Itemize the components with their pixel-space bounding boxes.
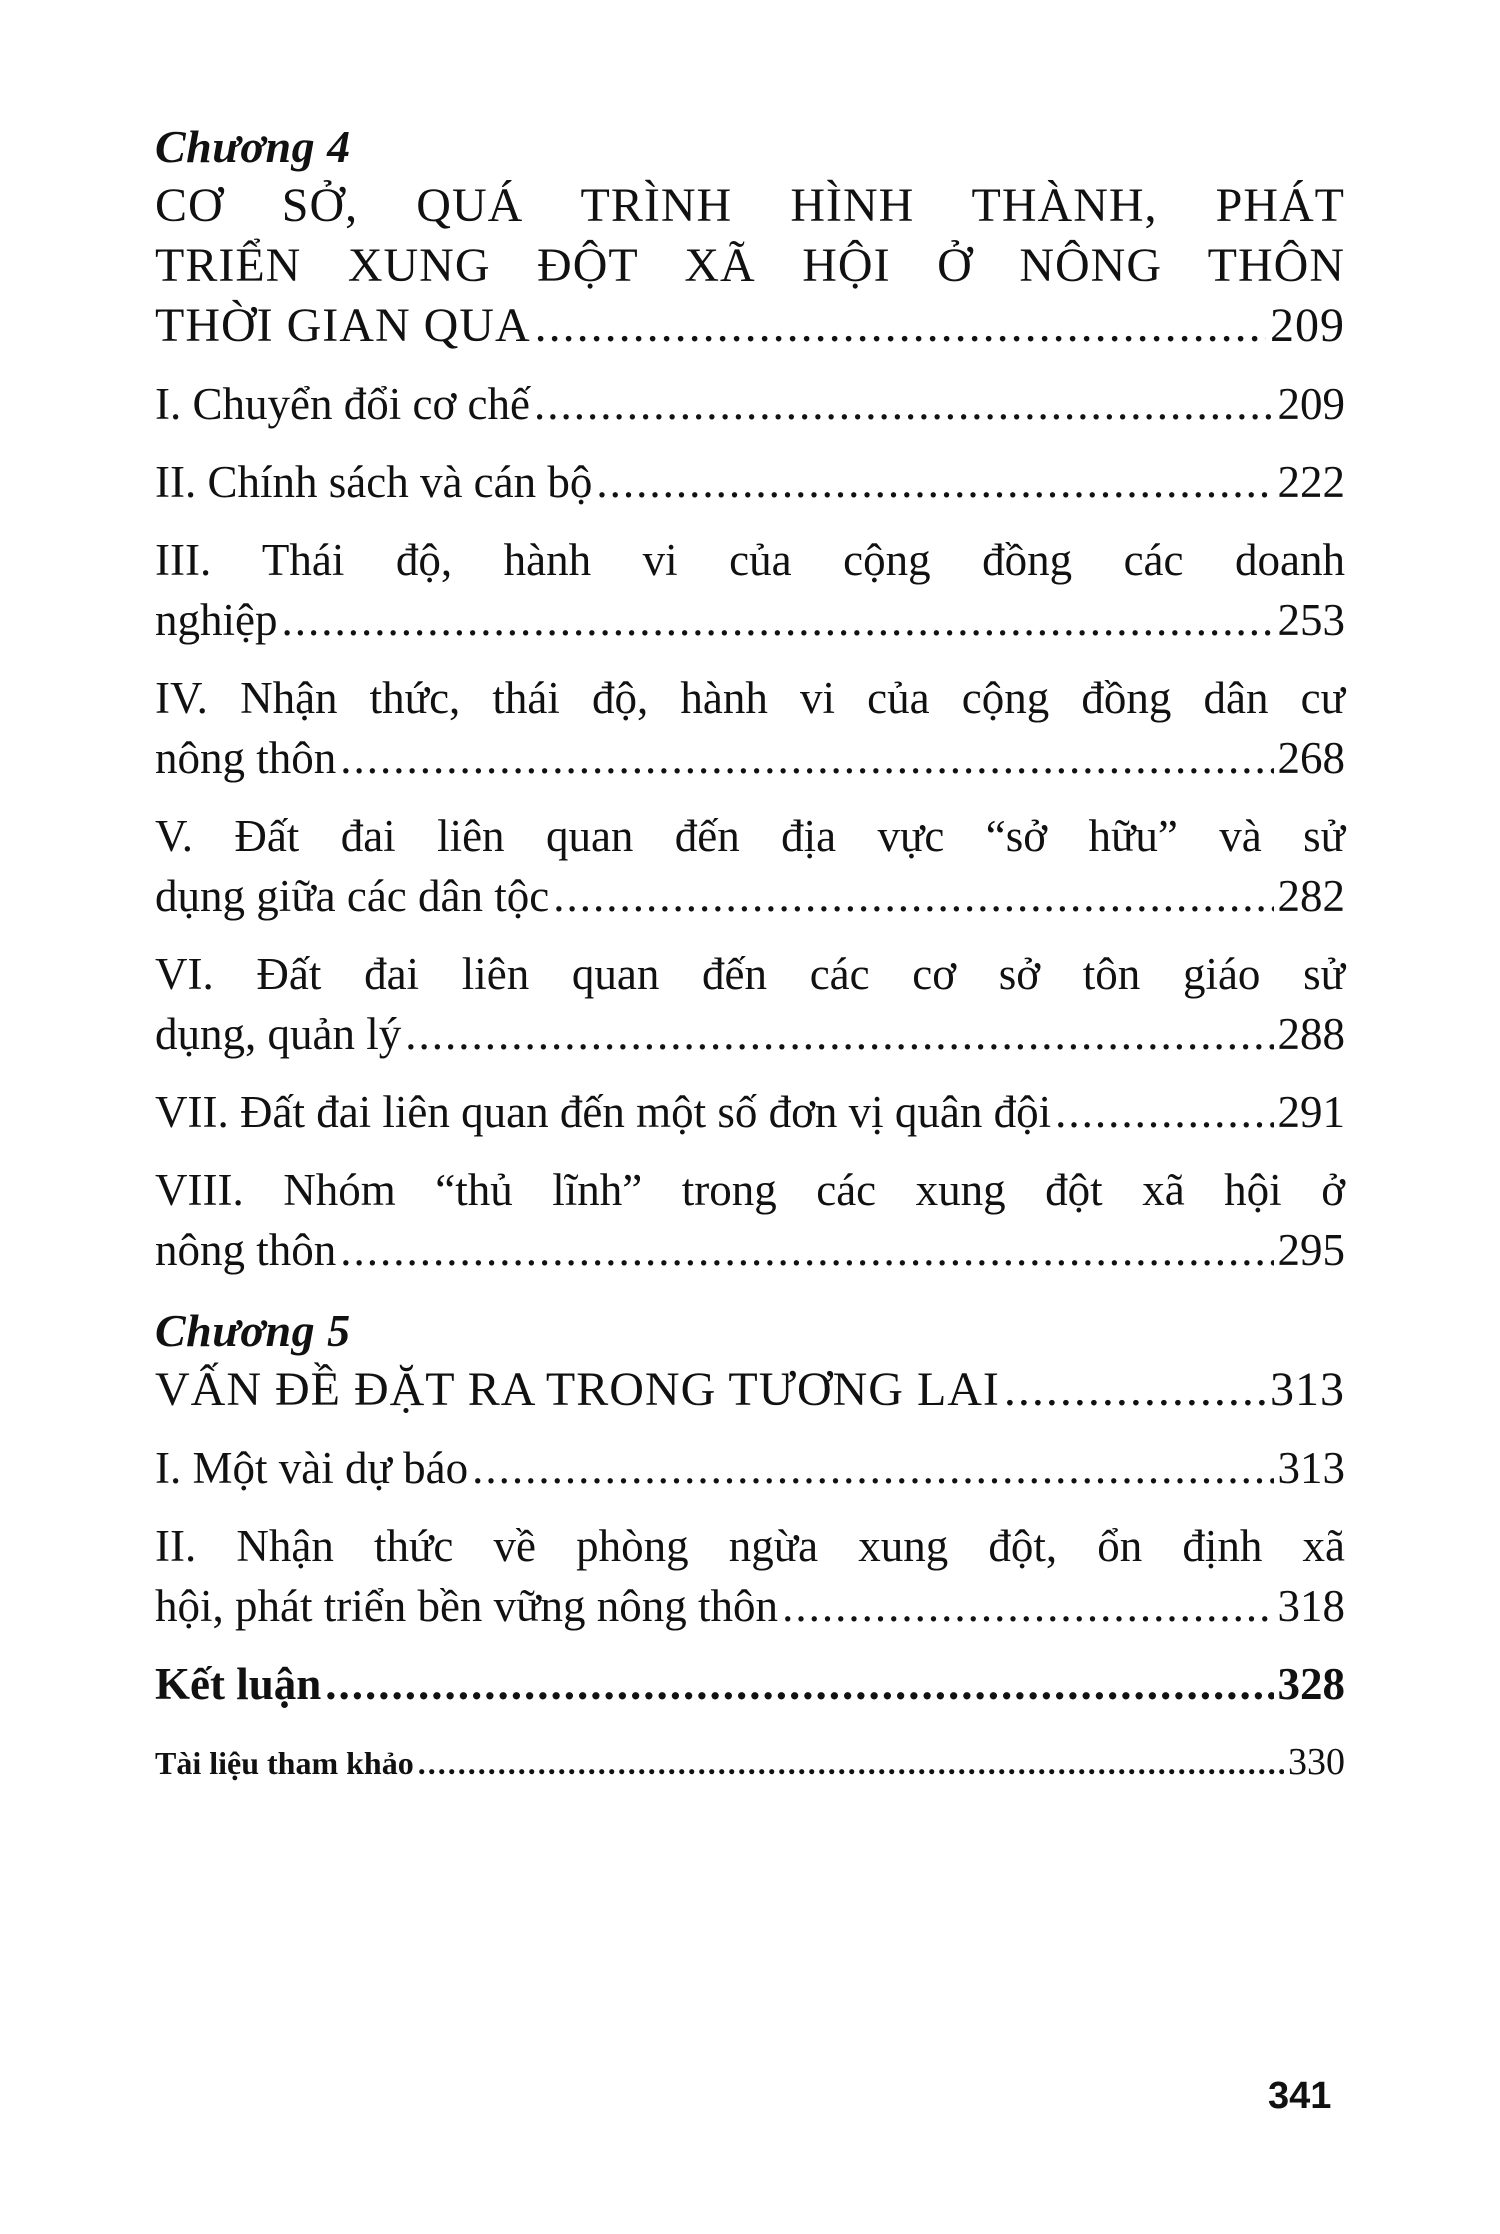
entry-text: dụng giữa các dân tộc [155, 871, 550, 921]
entry-text: II. Chính sách và cán bộ [155, 457, 593, 507]
page-ref: 268 [1277, 733, 1345, 783]
toc-entry[interactable] [155, 374, 1345, 434]
page-ref: 291 [1277, 1087, 1345, 1137]
chapter-title-line: VẤN ĐỀ ĐẶT RA TRONG TƯƠNG LAI [155, 1363, 1000, 1416]
page-ref: 313 [1277, 1443, 1345, 1493]
dot-leader [340, 1220, 1273, 1280]
dot-leader [596, 452, 1273, 512]
page-ref: 222 [1277, 457, 1345, 507]
page-ref: 328 [1277, 1659, 1345, 1709]
dot-leader [782, 1576, 1273, 1636]
entry-text: I. Chuyển đổi cơ chế [155, 379, 530, 429]
entry-text: Kết luận [155, 1659, 322, 1709]
dot-leader [1004, 1360, 1266, 1420]
page-ref: 253 [1277, 595, 1345, 645]
entry-text: IV. Nhận thức, thái độ, hành vi của cộng đồng dân cư [155, 673, 1345, 723]
entry-text: V. Đất đai liên quan đến địa vực “sở hữu” và sử [155, 811, 1345, 861]
chapter-label: Chương 4 [155, 121, 351, 172]
entry-text: II. Nhận thức về phòng ngừa xung đột, ổn định xã [155, 1521, 1345, 1571]
toc-entry[interactable] [155, 1516, 1345, 1636]
entry-text: Tài liệu tham khảo [155, 1745, 414, 1781]
chapter-5-block [155, 1302, 1345, 1636]
page-ref: 313 [1270, 1363, 1345, 1416]
dot-leader [340, 728, 1273, 788]
page-ref: 209 [1277, 379, 1345, 429]
chapter-4-block [155, 118, 1345, 1280]
chapter-title-entry[interactable] [155, 1360, 1345, 1420]
dot-leader [553, 866, 1273, 926]
entry-text: III. Thái độ, hành vi của cộng đồng các doanh [155, 535, 1345, 585]
dot-leader [281, 590, 1273, 650]
page-number: 341 [1268, 2075, 1332, 2117]
entry-text: hội, phát triển bền vững nông thôn [155, 1581, 779, 1631]
toc-entry-conclusion[interactable] [155, 1654, 1345, 1714]
entry-text: VI. Đất đai liên quan đến các cơ sở tôn giáo sử [155, 949, 1345, 999]
dot-leader [535, 296, 1266, 356]
page-ref: 209 [1270, 299, 1345, 352]
toc-entry[interactable] [155, 452, 1345, 512]
page-ref: 330 [1288, 1741, 1345, 1783]
toc-entry[interactable] [155, 944, 1345, 1064]
dot-leader [418, 1733, 1284, 1793]
toc-entry[interactable] [155, 1160, 1345, 1280]
entry-text: nông thôn [155, 733, 337, 783]
entry-text: nông thôn [155, 1225, 337, 1275]
chapter-title-line: THỜI GIAN QUA [155, 299, 531, 352]
toc-entry[interactable] [155, 1438, 1345, 1498]
dot-leader [325, 1654, 1273, 1714]
entry-text: nghiệp [155, 595, 278, 645]
page-ref: 295 [1277, 1225, 1345, 1275]
page-ref: 318 [1277, 1581, 1345, 1631]
table-of-contents [155, 118, 1345, 1793]
entry-text: I. Một vài dự báo [155, 1443, 469, 1493]
toc-entry[interactable] [155, 1082, 1345, 1142]
dot-leader [472, 1438, 1273, 1498]
dot-leader [1055, 1082, 1273, 1142]
dot-leader [405, 1004, 1273, 1064]
dot-leader [534, 374, 1274, 434]
chapter-title-line: CƠ SỞ, QUÁ TRÌNH HÌNH THÀNH, PHÁT [155, 179, 1345, 232]
entry-text: VII. Đất đai liên quan đến một số đơn vị quân đội [155, 1087, 1052, 1137]
toc-entry-references[interactable] [155, 1732, 1345, 1793]
page-ref: 282 [1277, 871, 1345, 921]
page-ref: 288 [1277, 1009, 1345, 1059]
entry-text: VIII. Nhóm “thủ lĩnh” trong các xung đột xã hội ở [155, 1165, 1345, 1215]
toc-entry[interactable] [155, 806, 1345, 926]
toc-entry[interactable] [155, 530, 1345, 650]
entry-text: dụng, quản lý [155, 1009, 402, 1059]
chapter-title-entry[interactable] [155, 296, 1345, 356]
chapter-label: Chương 5 [155, 1305, 351, 1356]
toc-entry[interactable] [155, 668, 1345, 788]
chapter-title-line: TRIỂN XUNG ĐỘT XÃ HỘI Ở NÔNG THÔN [155, 239, 1345, 292]
